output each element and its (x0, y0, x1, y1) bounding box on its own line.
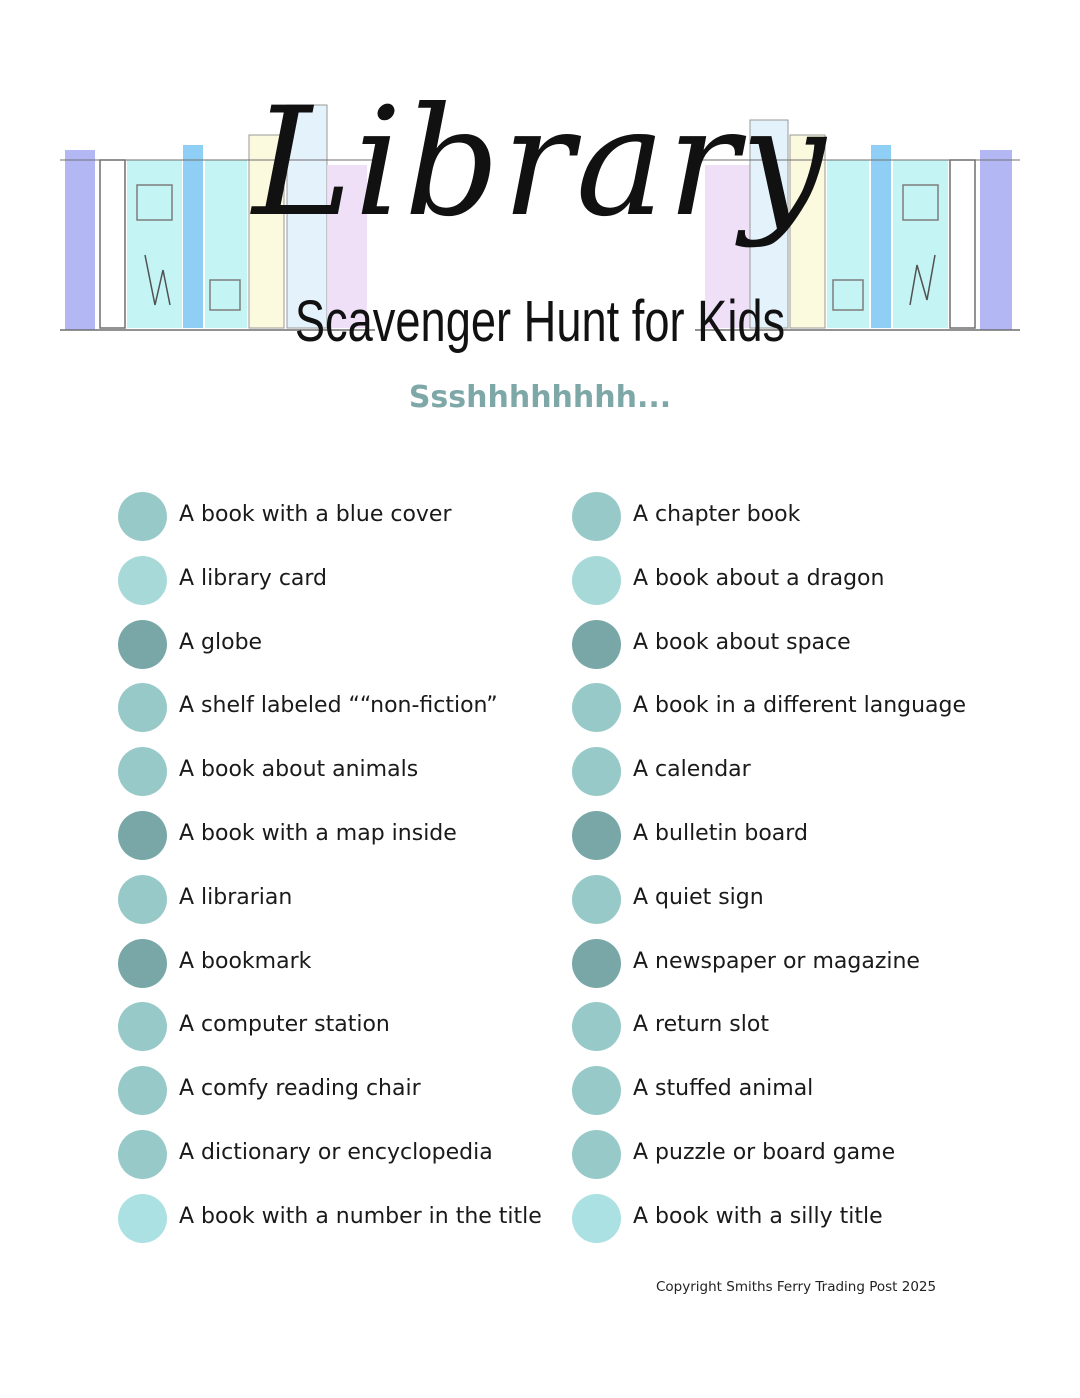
checklist-item-label: A newspaper or magazine (633, 948, 920, 974)
checklist-item-label: A calendar (633, 757, 751, 783)
check-circle[interactable] (118, 939, 167, 988)
check-circle[interactable] (572, 1002, 621, 1051)
page-title: Library (252, 76, 828, 250)
check-circle[interactable] (118, 747, 167, 796)
check-circle[interactable] (118, 811, 167, 860)
check-circle[interactable] (118, 1066, 167, 1115)
checklist-item-label: A stuffed animal (633, 1076, 814, 1102)
check-circle[interactable] (118, 556, 167, 605)
checklist-item-label: A quiet sign (633, 884, 764, 910)
copyright-notice: Copyright Smiths Ferry Trading Post 2025 (656, 1279, 937, 1295)
check-circle[interactable] (118, 620, 167, 669)
checklist-item-label: A book with a blue cover (179, 502, 452, 527)
checklist-item-label: A book about space (633, 629, 851, 655)
checklist-item-label: A book with a map inside (179, 820, 457, 846)
check-circle[interactable] (118, 1130, 167, 1179)
page-subtitle: Scavenger Hunt for Kids (294, 289, 786, 354)
checklist-item-label: A return slot (633, 1012, 769, 1038)
checklist-item-label: A librarian (179, 884, 293, 910)
check-circle[interactable] (118, 683, 167, 732)
check-circle[interactable] (572, 747, 621, 796)
checklist-item-label: A comfy reading chair (179, 1076, 421, 1102)
checklist-item-label: A book about animals (179, 757, 419, 783)
check-circle[interactable] (572, 556, 621, 605)
check-circle[interactable] (572, 683, 621, 732)
checklist-item-label: A bulletin board (633, 820, 808, 846)
tagline: Ssshhhhhhhh... (408, 380, 672, 415)
check-circle[interactable] (572, 939, 621, 988)
check-circle[interactable] (118, 1002, 167, 1051)
check-circle[interactable] (572, 811, 621, 860)
check-circle[interactable] (118, 875, 167, 924)
checklist-item-label: A computer station (179, 1012, 390, 1038)
checklist-item-label: A library card (179, 565, 328, 591)
checklist-item-label: A book in a different language (633, 693, 967, 719)
check-circle[interactable] (572, 1130, 621, 1179)
check-circle[interactable] (572, 1194, 621, 1243)
checklist-item-label: A dictionary or encyclopedia (179, 1139, 493, 1165)
check-circle[interactable] (572, 1066, 621, 1115)
check-circle[interactable] (572, 620, 621, 669)
checklist-item-label: A shelf labeled ““non-fiction” (179, 693, 498, 719)
checklist-item-label: A chapter book (633, 502, 801, 527)
checklist-item-label: A book about a dragon (633, 565, 885, 591)
check-circle[interactable] (572, 875, 621, 924)
checklist-item-label: A book with a silly title (633, 1203, 883, 1229)
check-circle[interactable] (572, 492, 621, 541)
checklist-item-label: A globe (179, 629, 263, 655)
check-circle[interactable] (118, 1194, 167, 1243)
checklist-item-label: A bookmark (179, 948, 312, 974)
check-circle[interactable] (118, 492, 167, 541)
checklist-item-label: A book with a number in the title (179, 1203, 542, 1229)
checklist-item-label: A puzzle or board game (633, 1139, 896, 1165)
